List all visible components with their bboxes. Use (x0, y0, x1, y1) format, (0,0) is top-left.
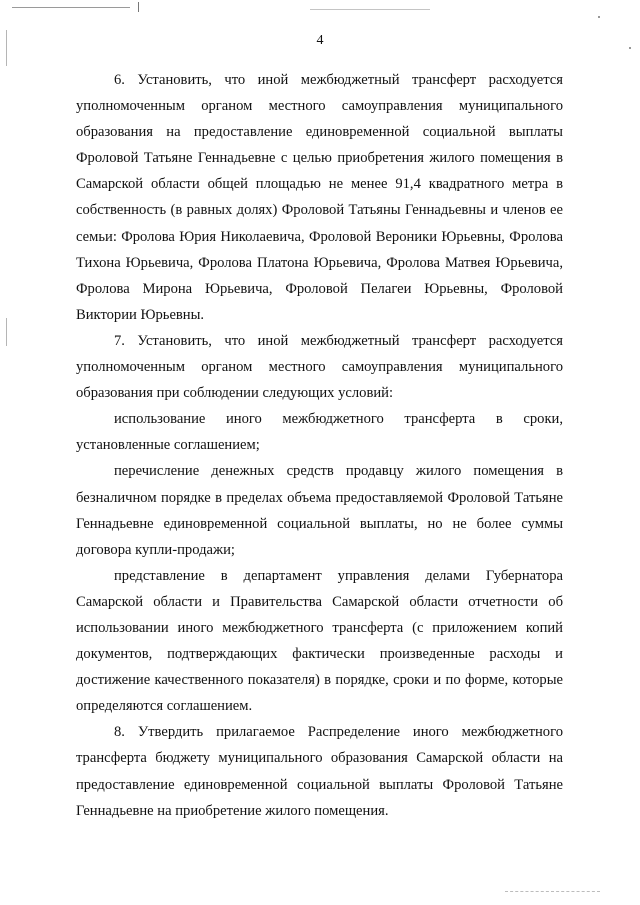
scan-artifact-tick (138, 2, 139, 12)
scan-artifact-dash (505, 891, 600, 893)
scan-artifact-line (310, 9, 430, 10)
paragraph-condition-2: перечисление денежных средств продавцу жилого помещения в безналичном порядке в пределах объема предоставляемой Фроловой Татьяне Геннадьевне единовременной социальной выплаты, но не более суммы договора купли-продажи; (76, 463, 563, 558)
scan-artifact-dot (598, 16, 600, 18)
page-number: 4 (316, 33, 324, 48)
paragraph-condition-3: представление в департамент управления делами Губернатора Самарской области и Правительства Самарской области отчетности об использовании иного межбюджетного трансферта (с приложением копий документов, подтверждающих фактически произведенные расходы и достижение качественного показателя) в порядке, сроки и по форме, которые определяются соглашением. (76, 567, 563, 715)
scan-artifact-margin-mark (6, 318, 7, 346)
paragraph-item-6: 6. Установить, что иной межбюджетный трансферт расходуется уполномоченным органом местного самоуправления муниципального образования на предоставление единовременной социальной выплаты Фроловой Татьяне Геннадьевне с целью приобретения жилого помещения в Самарской области общей площадью не менее 91,4 квадратного метра в собственность (в равных долях) Фроловой Татьяны Геннадьевны и членов ее семьи: Фролова Юрия Николаевича, Фроловой Вероники Юрьевны, Фролова Тихона Юрьевича, Фролова Платона Юрьевича, Фролова Матвея Юрьевича, Фролова Мирона Юрьевича, Фроловой Пелагеи Юрьевны, Фроловой Виктории Юрьевны. (76, 72, 563, 323)
paragraph-item-8: 8. Утвердить прилагаемое Распределение иного межбюджетного трансферта бюджету муниципального образования Самарской области на предоставление единовременной социальной выплаты Фроловой Татьяне Геннадьевне на приобретение жилого помещения. (76, 724, 563, 819)
scan-artifact-line (12, 7, 130, 8)
paragraph-item-7: 7. Установить, что иной межбюджетный трансферт расходуется уполномоченным органом местного самоуправления муниципального образования при соблюдении следующих условий: (76, 332, 563, 402)
paragraph-condition-1: использование иного межбюджетного трансферта в сроки, установленные соглашением; (76, 411, 563, 454)
document-body (76, 67, 563, 824)
